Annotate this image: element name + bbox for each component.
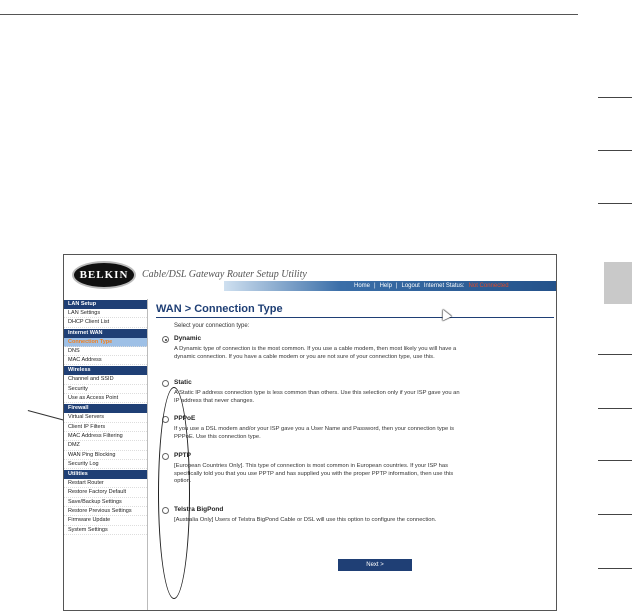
nav-link-home[interactable]: Home <box>354 283 371 289</box>
sidebar-item-mac-address[interactable]: MAC Address <box>64 356 147 365</box>
sidebar-item-firmware-update[interactable]: Firmware Update <box>64 516 147 525</box>
title-divider <box>156 317 554 318</box>
sidebar-section-lan-setup: LAN Setup <box>64 300 147 309</box>
option-description: If you use a DSL modem and/or your ISP gave you a User Name and Password, then your connection type is PPPoE. Use this connection type. <box>174 426 455 440</box>
option-description: A Dynamic type of connection is the most common. If you use a cable modem, then most likely you will have a dynamic connection. If you have a cable modem or you are not sure of your connection type, use this. <box>174 346 457 360</box>
sidebar <box>64 299 148 611</box>
sidebar-section-firewall: Firewall <box>64 404 147 413</box>
chapter-tick <box>598 354 632 355</box>
header-nav-links: Home | Help | Logout Internet Status: Not Connected <box>354 283 509 289</box>
chapter-tick <box>598 568 632 569</box>
internet-status-label: Internet Status: <box>423 283 465 289</box>
chapter-tick <box>598 514 632 515</box>
app-title: Cable/DSL Gateway Router Setup Utility <box>142 269 307 280</box>
sidebar-item-restart-router[interactable]: Restart Router <box>64 479 147 488</box>
chapter-tick <box>598 150 632 151</box>
sidebar-item-lan-settings[interactable]: LAN Settings <box>64 309 147 318</box>
radio-dynamic[interactable] <box>162 336 169 343</box>
sidebar-item-security-log[interactable]: Security Log <box>64 460 147 469</box>
sidebar-section-wireless: Wireless <box>64 366 147 375</box>
sidebar-item-use-as-access-point[interactable]: Use as Access Point <box>64 394 147 403</box>
belkin-logo: BELKIN <box>72 261 136 289</box>
chapter-tick <box>598 460 632 461</box>
app-banner <box>64 255 557 295</box>
chapter-tick <box>598 203 632 204</box>
sidebar-item-dmz[interactable]: DMZ <box>64 441 147 450</box>
sidebar-item-restore-factory-default[interactable]: Restore Factory Default <box>64 488 147 497</box>
nav-link-logout[interactable]: Logout <box>401 283 420 289</box>
option-description: [European Countries Only]. This type of connection is most common in European countries. If your ISP has specifically told you that you use PPTP and has supplied you with the proper PPTP information, then use this option. <box>174 463 454 485</box>
option-name: PPPoE <box>174 415 196 422</box>
sidebar-section-internet-wan: Internet WAN <box>64 329 147 338</box>
option-name: Telstra BigPond <box>174 506 224 513</box>
option-description: [Australia Only] Users of Telstra BigPond Cable or DSL will use this option to configure the connection. <box>174 517 437 523</box>
option-name: Dynamic <box>174 335 202 342</box>
internet-status-value: Not Connected <box>468 283 509 289</box>
option-description: A Static IP address connection type is less common than others. Use this selection only if your ISP gave you an IP address that never changes. <box>174 390 460 404</box>
main-content <box>152 299 557 611</box>
nav-link-help[interactable]: Help <box>379 283 392 289</box>
page-top-rule <box>0 14 578 15</box>
chapter-tick <box>598 97 632 98</box>
sidebar-item-dns[interactable]: DNS <box>64 347 147 356</box>
sidebar-item-virtual-servers[interactable]: Virtual Servers <box>64 413 147 422</box>
option-name: PPTP <box>174 452 191 459</box>
chapter-tick <box>598 408 632 409</box>
sidebar-item-dhcp-client-list[interactable]: DHCP Client List <box>64 318 147 327</box>
sidebar-item-system-settings[interactable]: System Settings <box>64 526 147 535</box>
sidebar-item-channel-and-ssid[interactable]: Channel and SSID <box>64 375 147 384</box>
next-button[interactable]: Next > <box>338 559 412 571</box>
sidebar-section-utilities: Utilities <box>64 470 147 479</box>
option-name: Static <box>174 379 192 386</box>
sidebar-item-security[interactable]: Security <box>64 385 147 394</box>
chapter-tab-marker <box>604 262 632 304</box>
sidebar-item-wan-ping-blocking[interactable]: WAN Ping Blocking <box>64 451 147 460</box>
sidebar-item-connection-type[interactable]: Connection Type <box>64 338 147 347</box>
router-setup-screenshot <box>63 254 557 611</box>
page-title: WAN > Connection Type <box>156 303 283 315</box>
radio-highlight-oval <box>158 387 190 599</box>
radio-static[interactable] <box>162 380 169 387</box>
sidebar-item-save-backup-settings[interactable]: Save/Backup Settings <box>64 498 147 507</box>
sidebar-item-client-ip-filters[interactable]: Client IP Filters <box>64 423 147 432</box>
sidebar-item-restore-previous-settings[interactable]: Restore Previous Settings <box>64 507 147 516</box>
intro-text: Select your connection type: <box>174 323 250 329</box>
sidebar-item-mac-address-filtering[interactable]: MAC Address Filtering <box>64 432 147 441</box>
